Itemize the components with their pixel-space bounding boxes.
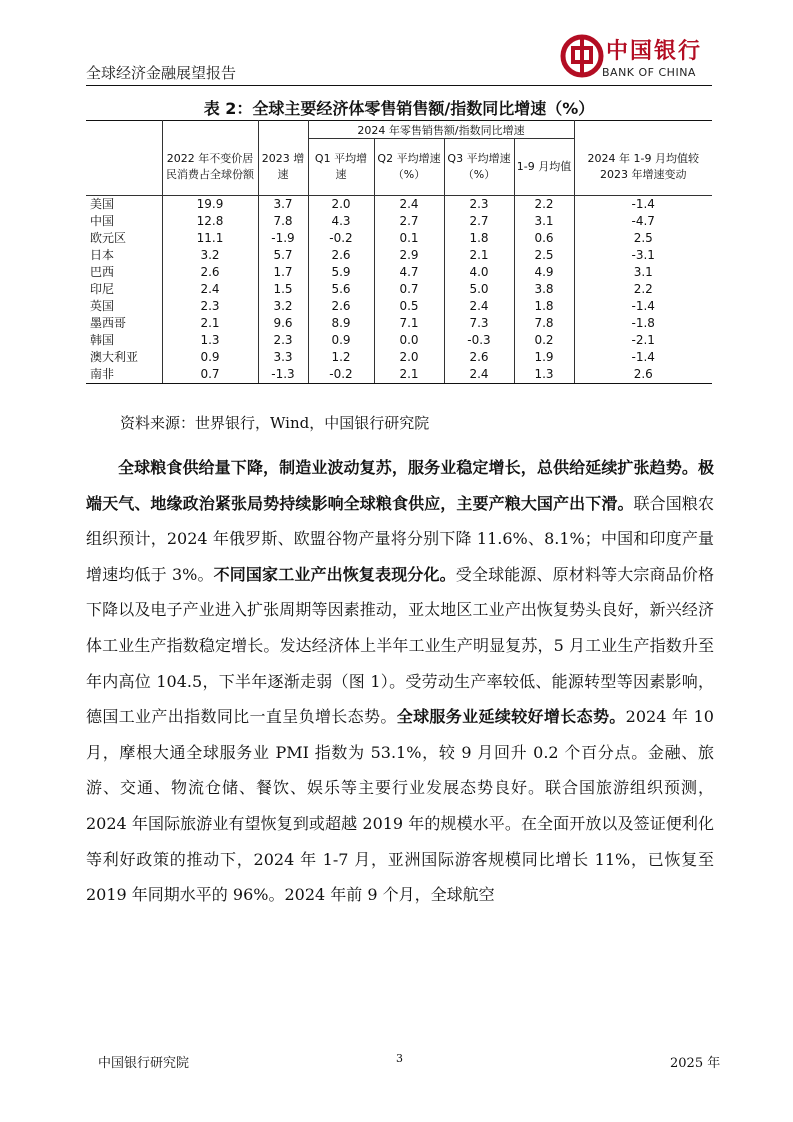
- value-cell: 3.2: [162, 247, 258, 264]
- bold-lead: 全球粮食供给量下降，制造业波动复苏，服务业稳定增长，总供给延续扩张趋势。极端天气、地缘政治紧张局势持续影响全球粮食供应，主要产粮大国产出下滑。: [86, 458, 714, 513]
- footer-org: 中国银行研究院: [98, 1056, 190, 1071]
- value-cell: 1.7: [258, 264, 308, 281]
- value-cell: 1.2: [308, 349, 374, 366]
- value-cell: -1.4: [574, 349, 712, 366]
- value-cell: 0.7: [162, 366, 258, 384]
- value-cell: -1.4: [574, 298, 712, 315]
- value-cell: -0.2: [308, 366, 374, 384]
- value-cell: 4.0: [444, 264, 514, 281]
- value-cell: 1.8: [444, 230, 514, 247]
- page-number: 3: [396, 1052, 403, 1065]
- table-row: [86, 366, 712, 384]
- boc-emblem-icon: [560, 34, 604, 78]
- value-cell: 7.3: [444, 315, 514, 332]
- body-paragraph-block: [86, 450, 714, 913]
- body-text: 联合国粮农组织预计，2024 年俄罗斯、欧盟谷物产量将分别下降 11.6%、8.1%；中国和印度产量增速均低于 3%。: [86, 493, 714, 584]
- value-cell: 3.8: [514, 281, 574, 298]
- table-row: [86, 230, 712, 247]
- header-blank: [258, 121, 308, 139]
- value-cell: 4.3: [308, 213, 374, 230]
- value-cell: 2.4: [444, 298, 514, 315]
- value-cell: 2.5: [514, 247, 574, 264]
- value-cell: 1.5: [258, 281, 308, 298]
- value-cell: 5.7: [258, 247, 308, 264]
- retail-sales-table: [86, 120, 712, 384]
- header-divider: [86, 85, 712, 86]
- table-row: [86, 298, 712, 315]
- value-cell: 2.6: [444, 349, 514, 366]
- body-paragraph: [86, 450, 714, 913]
- table-header-row-group: [86, 121, 712, 139]
- table-title: 表 2：全球主要经济体零售销售额/指数同比增速（%）: [203, 99, 595, 118]
- value-cell: 3.7: [258, 196, 308, 214]
- value-cell: 2.4: [162, 281, 258, 298]
- value-cell: 1.3: [514, 366, 574, 384]
- value-cell: 3.2: [258, 298, 308, 315]
- logo-chinese-text: 中国银行: [606, 39, 703, 64]
- value-cell: -3.1: [574, 247, 712, 264]
- value-cell: 2.6: [308, 247, 374, 264]
- header-blank: [574, 121, 712, 139]
- value-cell: 7.1: [374, 315, 444, 332]
- value-cell: 3.1: [514, 213, 574, 230]
- country-cell: 印尼: [86, 281, 162, 298]
- value-cell: 2.6: [308, 298, 374, 315]
- value-cell: 12.8: [162, 213, 258, 230]
- column-header: 1-9 月均值: [514, 139, 574, 196]
- logo-english-text: BANK OF CHINA: [602, 66, 696, 79]
- table-body: [86, 196, 712, 384]
- table-row: [86, 264, 712, 281]
- value-cell: 2.7: [374, 213, 444, 230]
- country-cell: 韩国: [86, 332, 162, 349]
- table-row: [86, 332, 712, 349]
- country-cell: 中国: [86, 213, 162, 230]
- value-cell: 0.1: [374, 230, 444, 247]
- column-header: Q2 平均增速（%）: [374, 139, 444, 196]
- country-cell: 澳大利亚: [86, 349, 162, 366]
- value-cell: 4.9: [514, 264, 574, 281]
- value-cell: 2.1: [374, 366, 444, 384]
- value-cell: 0.7: [374, 281, 444, 298]
- table-source-note: 资料来源：世界银行，Wind，中国银行研究院: [120, 414, 430, 432]
- value-cell: 9.6: [258, 315, 308, 332]
- value-cell: -1.9: [258, 230, 308, 247]
- value-cell: 2.7: [444, 213, 514, 230]
- value-cell: 4.7: [374, 264, 444, 281]
- value-cell: 3.3: [258, 349, 308, 366]
- country-cell: 欧元区: [86, 230, 162, 247]
- value-cell: 2.1: [162, 315, 258, 332]
- value-cell: 0.5: [374, 298, 444, 315]
- value-cell: 2.9: [374, 247, 444, 264]
- value-cell: 2.5: [574, 230, 712, 247]
- value-cell: 2.6: [574, 366, 712, 384]
- country-cell: 美国: [86, 196, 162, 214]
- table-row: [86, 213, 712, 230]
- value-cell: 19.9: [162, 196, 258, 214]
- value-cell: 2.4: [444, 366, 514, 384]
- value-cell: 0.2: [514, 332, 574, 349]
- footer-year: 2025 年: [670, 1056, 721, 1071]
- value-cell: -4.7: [574, 213, 712, 230]
- table-row: [86, 349, 712, 366]
- value-cell: 2.3: [258, 332, 308, 349]
- body-text: 2024 年 10 月，摩根大通全球服务业 PMI 指数为 53.1%，较 9 月回升 0.2 个百分点。金融、旅游、交通、物流仓储、餐饮、娱乐等主要行业发展态势良好。联合国旅游组织预测，2024 年国际旅游业有望恢复到或超越 2019 年的规模水平。在全面开放以及签证便利化等利好政策的推动下，2024 年 1-7 月，亚洲国际游客规模同比增长 11%，已恢复至 2019 年同期水平的 96%。2024 年前 9 个月，全球航空: [86, 707, 714, 905]
- value-cell: 2.3: [162, 298, 258, 315]
- table-row: [86, 281, 712, 298]
- value-cell: 7.8: [514, 315, 574, 332]
- table-row: [86, 196, 712, 214]
- value-cell: 0.0: [374, 332, 444, 349]
- value-cell: 1.9: [514, 349, 574, 366]
- value-cell: 2.6: [162, 264, 258, 281]
- value-cell: 1.3: [162, 332, 258, 349]
- header-blank: [86, 121, 162, 139]
- value-cell: -0.3: [444, 332, 514, 349]
- value-cell: 2.0: [374, 349, 444, 366]
- country-cell: 英国: [86, 298, 162, 315]
- value-cell: 0.9: [308, 332, 374, 349]
- column-header: [86, 139, 162, 196]
- value-cell: 2.2: [514, 196, 574, 214]
- value-cell: -1.8: [574, 315, 712, 332]
- bold-lead: 全球服务业延续较好增长态势。: [396, 707, 626, 727]
- table-row: [86, 315, 712, 332]
- value-cell: 0.9: [162, 349, 258, 366]
- table-row: [86, 247, 712, 264]
- column-header: Q1 平均增速: [308, 139, 374, 196]
- body-text: 受全球能源、原材料等大宗商品价格下降以及电子产业进入扩张周期等因素推动，亚太地区工业产出恢复势头良好，新兴经济体工业生产指数稳定增长。发达经济体上半年工业生产明显复苏，5 月工业生产指数升至年内高位 104.5，下半年逐渐走弱（图 1）。受劳动生产率较低、能源转型等因素影响，德国工业产出指数同比一直呈负增长态势。: [86, 564, 714, 727]
- value-cell: 2.2: [574, 281, 712, 298]
- country-cell: 墨西哥: [86, 315, 162, 332]
- value-cell: -1.3: [258, 366, 308, 384]
- table-header-row: [86, 139, 712, 196]
- country-cell: 南非: [86, 366, 162, 384]
- value-cell: 1.8: [514, 298, 574, 315]
- value-cell: 2.1: [444, 247, 514, 264]
- value-cell: -2.1: [574, 332, 712, 349]
- header-group-label: 2024 年零售销售额/指数同比增速: [308, 121, 574, 139]
- value-cell: 5.9: [308, 264, 374, 281]
- value-cell: 8.9: [308, 315, 374, 332]
- value-cell: -0.2: [308, 230, 374, 247]
- value-cell: 5.6: [308, 281, 374, 298]
- value-cell: 0.6: [514, 230, 574, 247]
- value-cell: 2.4: [374, 196, 444, 214]
- value-cell: 11.1: [162, 230, 258, 247]
- country-cell: 日本: [86, 247, 162, 264]
- value-cell: 2.0: [308, 196, 374, 214]
- header-blank: [162, 121, 258, 139]
- column-header: Q3 平均增速（%）: [444, 139, 514, 196]
- value-cell: -1.4: [574, 196, 712, 214]
- value-cell: 2.3: [444, 196, 514, 214]
- column-header: 2022 年不变价居民消费占全球份额: [162, 139, 258, 196]
- column-header: 2024 年 1-9 月均值较 2023 年增速变动: [574, 139, 712, 196]
- bank-logo: [560, 30, 720, 82]
- column-header: 2023 增速: [258, 139, 308, 196]
- value-cell: 5.0: [444, 281, 514, 298]
- value-cell: 3.1: [574, 264, 712, 281]
- bold-lead: 不同国家工业产出恢复表现分化。: [213, 564, 456, 584]
- value-cell: 7.8: [258, 213, 308, 230]
- report-title: 全球经济金融展望报告: [86, 64, 237, 82]
- country-cell: 巴西: [86, 264, 162, 281]
